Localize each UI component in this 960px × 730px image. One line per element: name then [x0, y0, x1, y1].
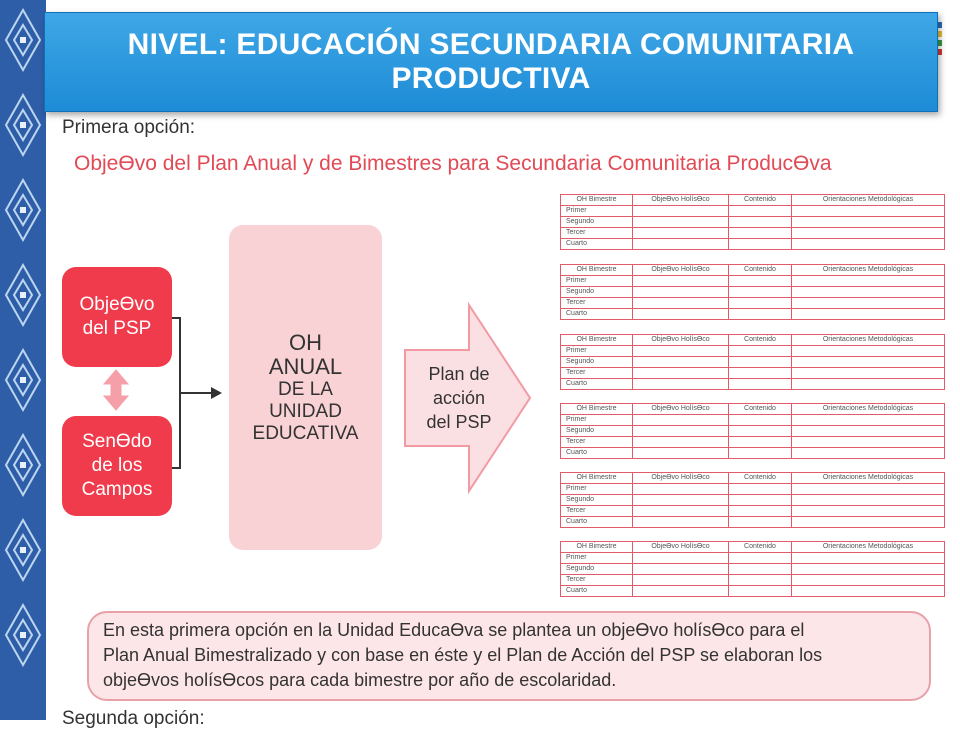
- row-label: Primer: [561, 206, 633, 217]
- title-banner: [44, 12, 938, 112]
- column-header: Orientaciones Metodológicas: [792, 542, 945, 553]
- table-row: [561, 448, 945, 459]
- table-row: [561, 437, 945, 448]
- table-row: [561, 553, 945, 564]
- table-row: [561, 309, 945, 320]
- bimester-table: [560, 194, 945, 250]
- table-row: [561, 495, 945, 506]
- table-row: [561, 506, 945, 517]
- table-header-row: [561, 473, 945, 484]
- table-row: [561, 298, 945, 309]
- row-label: Cuarto: [561, 239, 633, 250]
- psp-objective-box: [62, 267, 172, 367]
- second-option-label: Segunda opción:: [62, 708, 205, 729]
- table-row: [561, 379, 945, 390]
- diagram-title: ObjeƟvo del Plan Anual y de Bimestres para Secundaria Comunitaria ProducƟva: [74, 152, 832, 175]
- row-label: Tercer: [561, 298, 633, 309]
- column-header: Orientaciones Metodológicas: [792, 265, 945, 276]
- table-row: [561, 426, 945, 437]
- bimester-table: [560, 403, 945, 459]
- annual-box-line2: ANUAL: [268, 353, 343, 379]
- down-arrow-icon: [104, 396, 128, 410]
- table-header-row: [561, 404, 945, 415]
- table-row: [561, 575, 945, 586]
- row-label: Primer: [561, 553, 633, 564]
- annual-box-line4: UNIDAD: [269, 400, 342, 422]
- table-row: [561, 484, 945, 495]
- table-header-row: [561, 265, 945, 276]
- column-header: Contenido: [729, 542, 792, 553]
- row-label: Tercer: [561, 228, 633, 239]
- annual-box-line1: OH: [289, 329, 322, 355]
- row-label: Segundo: [561, 217, 633, 228]
- psp-box-line2: del PSP: [82, 318, 152, 339]
- row-label: Segundo: [561, 564, 633, 575]
- table-row: [561, 346, 945, 357]
- table-row: [561, 415, 945, 426]
- row-label: Cuarto: [561, 448, 633, 459]
- table-row: [561, 276, 945, 287]
- first-option-label: Primera opción:: [62, 117, 196, 138]
- column-header: OH Bimestre: [561, 473, 633, 484]
- table-row: [561, 586, 945, 597]
- action-plan-label: [417, 362, 501, 434]
- column-header: Orientaciones Metodológicas: [792, 195, 945, 206]
- column-header: ObjeƟvo HolísƟco: [633, 195, 729, 206]
- row-label: Segundo: [561, 426, 633, 437]
- column-header: ObjeƟvo HolísƟco: [633, 335, 729, 346]
- row-label: Primer: [561, 276, 633, 287]
- callout-line1: En esta primera opción en la Unidad EducaƟva se plantea un objeƟvo holísƟco para el: [103, 620, 805, 640]
- column-header: ObjeƟvo HolísƟco: [633, 542, 729, 553]
- column-header: Orientaciones Metodológicas: [792, 404, 945, 415]
- fields-box-line1: SenƟdo: [82, 431, 152, 452]
- annual-objective-box: [229, 225, 382, 550]
- column-header: OH Bimestre: [561, 335, 633, 346]
- table-row: [561, 564, 945, 575]
- table-row: [561, 357, 945, 368]
- table-row: [561, 287, 945, 298]
- column-header: ObjeƟvo HolísƟco: [633, 473, 729, 484]
- row-label: Segundo: [561, 287, 633, 298]
- row-label: Cuarto: [561, 309, 633, 320]
- callout-line2: Plan Anual Bimestralizado y con base en éste y el Plan de Acción del PSP se elaboran los: [103, 645, 823, 665]
- row-label: Segundo: [561, 357, 633, 368]
- table-header-row: [561, 195, 945, 206]
- bimester-table: [560, 541, 945, 597]
- action-plan-line1: Plan de: [428, 364, 490, 384]
- row-label: Primer: [561, 484, 633, 495]
- column-header: OH Bimestre: [561, 542, 633, 553]
- table-header-row: [561, 542, 945, 553]
- table-row: [561, 239, 945, 250]
- column-header: Contenido: [729, 404, 792, 415]
- column-header: Contenido: [729, 195, 792, 206]
- row-label: Tercer: [561, 437, 633, 448]
- column-header: ObjeƟvo HolísƟco: [633, 404, 729, 415]
- banner-title-line1: NIVEL: EDUCACIÓN SECUNDARIA COMUNITARIA: [127, 28, 855, 61]
- table-row: [561, 368, 945, 379]
- row-label: Cuarto: [561, 379, 633, 390]
- row-label: Segundo: [561, 495, 633, 506]
- table-row: [561, 206, 945, 217]
- row-label: Cuarto: [561, 517, 633, 528]
- annual-box-line3: DE LA: [278, 378, 333, 400]
- bracket-connector: [172, 318, 180, 468]
- column-header: Contenido: [729, 335, 792, 346]
- banner-title-line2: PRODUCTIVA: [391, 62, 591, 95]
- annual-box-line5: EDUCATIVA: [252, 422, 359, 444]
- bimester-table: [560, 264, 945, 320]
- row-label: Primer: [561, 346, 633, 357]
- row-label: Tercer: [561, 575, 633, 586]
- psp-box-line1: ObjeƟvo: [79, 294, 155, 315]
- fields-meaning-box: [62, 416, 172, 516]
- column-header: Orientaciones Metodológicas: [792, 335, 945, 346]
- bimester-table: [560, 334, 945, 390]
- row-label: Primer: [561, 415, 633, 426]
- column-header: OH Bimestre: [561, 195, 633, 206]
- row-label: Tercer: [561, 368, 633, 379]
- table-row: [561, 217, 945, 228]
- column-header: Contenido: [729, 473, 792, 484]
- column-header: Orientaciones Metodológicas: [792, 473, 945, 484]
- action-plan-line3: del PSP: [426, 412, 492, 432]
- table-header-row: [561, 335, 945, 346]
- table-row: [561, 228, 945, 239]
- bimester-table: [560, 472, 945, 528]
- arrow-head-icon: [211, 387, 222, 399]
- action-plan-line2: acción: [432, 388, 486, 408]
- column-header: OH Bimestre: [561, 404, 633, 415]
- column-header: Contenido: [729, 265, 792, 276]
- row-label: Tercer: [561, 506, 633, 517]
- column-header: ObjeƟvo HolísƟco: [633, 265, 729, 276]
- table-row: [561, 517, 945, 528]
- fields-box-line2: de los: [91, 455, 143, 476]
- fields-box-line3: Campos: [81, 479, 153, 500]
- column-header: OH Bimestre: [561, 265, 633, 276]
- row-label: Cuarto: [561, 586, 633, 597]
- up-arrow-icon: [104, 370, 128, 384]
- callout-line3: objeƟvos holísƟcos para cada bimestre por año de escolaridad.: [103, 670, 617, 690]
